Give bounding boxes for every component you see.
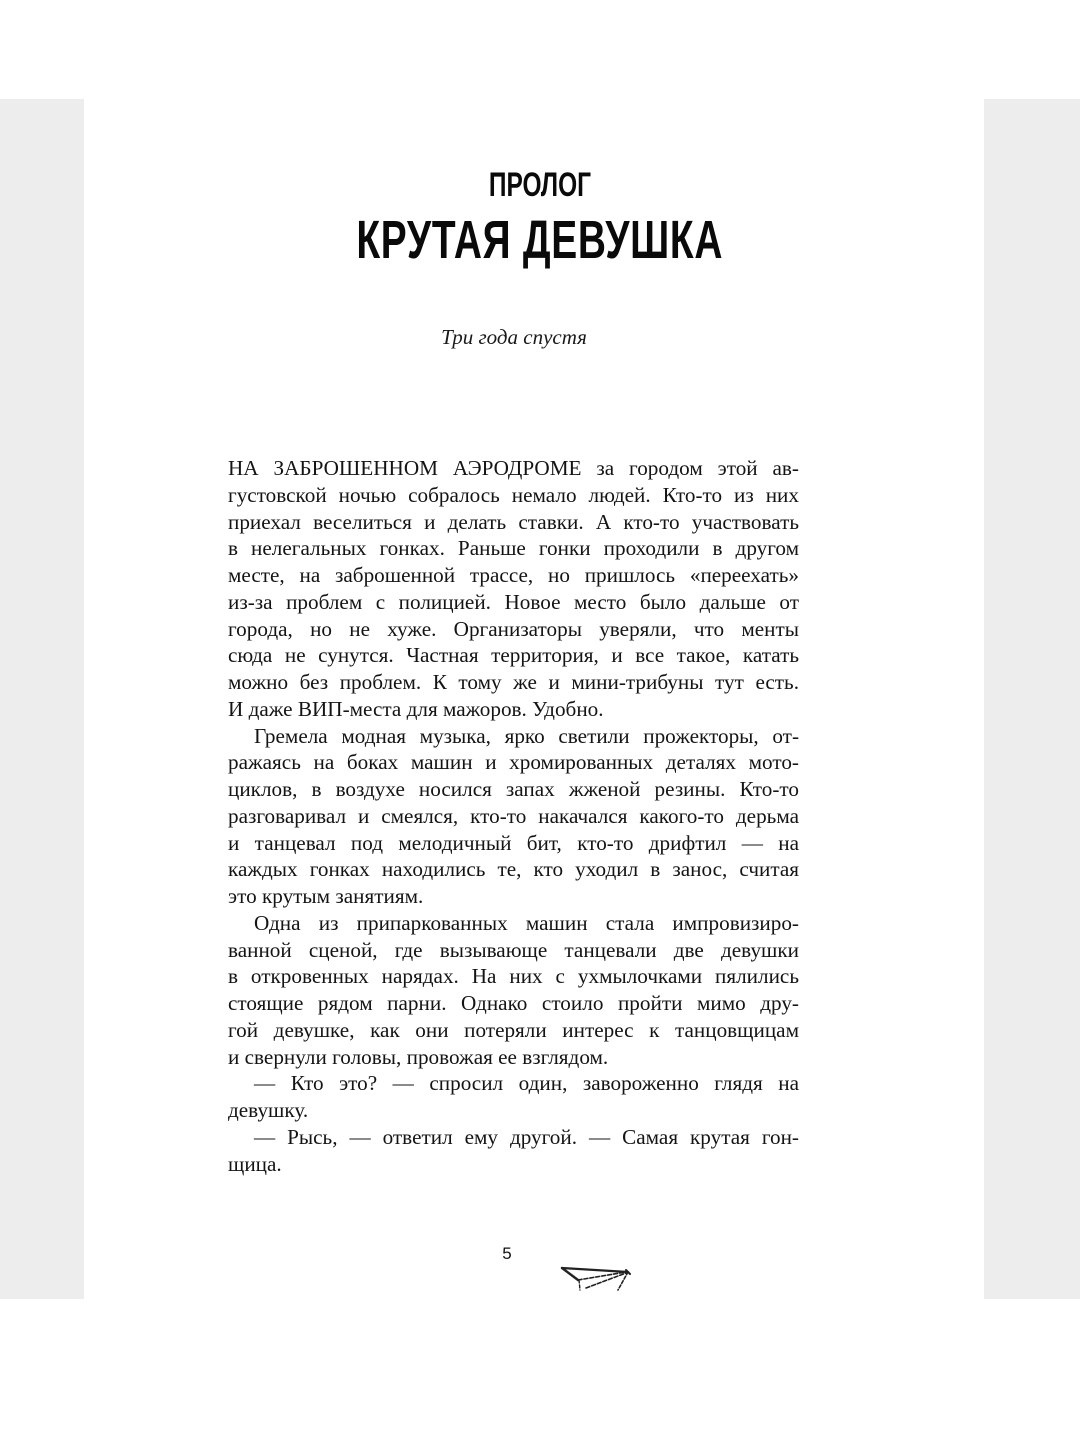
text-line: НА ЗАБРОШЕННОМ АЭРОДРОМЕ за городом этой ав- — [228, 456, 799, 480]
text-line: гой девушке, как они потеряли интерес к танцовщицам — [228, 1017, 799, 1042]
text-line: месте, на заброшенной трассе, но пришлось «переехать» — [228, 563, 799, 587]
text-line: стоящие рядом парни. Однако стоило пройти мимо дру- — [228, 991, 799, 1015]
chapter-title-text: КРУТАЯ ДЕВУШКА — [356, 210, 724, 270]
text-line: разговаривал и смеялся, кто-то накачался какого-то дерьма — [228, 803, 799, 828]
text-line: Одна из припаркованных машин стала импровизиро- — [254, 910, 799, 935]
text-line: каждых гонках находились те, кто уходил в занос, считая — [228, 857, 799, 882]
text-line: ванной сценой, где вызывающе танцевали две девушки — [228, 937, 799, 962]
text-line: в откровенных нарядах. На них с ухмылочками пялились — [228, 964, 799, 989]
text-line: из-за проблем с полицией. Новое место было дальше от — [228, 589, 799, 614]
text-line: сюда не сунутся. Частная территория, и все такое, катать — [228, 643, 799, 668]
epigraph: Три года спустя — [441, 325, 587, 349]
chapter-title — [0, 210, 1080, 270]
text-line: густовской ночью собралось немало людей. Кто-то из них — [228, 482, 799, 507]
right-surround — [984, 99, 1080, 1299]
plane-top-edge — [562, 1268, 628, 1272]
text-line: приехал веселиться и делать ставки. А кто-то участвовать — [228, 509, 799, 534]
text-line: города, но не хуже. Организаторы уверяли, что менты — [228, 616, 799, 641]
text-line: циклов, в воздухе носился запах жженой резины. Кто-то — [228, 777, 799, 801]
text-line: — Рысь, — ответил ему другой. — Самая крутая гон- — [254, 1124, 799, 1149]
bottom-margin — [0, 1299, 1080, 1440]
text-line: можно без проблем. К тому же и мини-трибуны тут есть. — [228, 670, 799, 694]
left-surround — [0, 99, 84, 1299]
text-line: И даже ВИП-места для мажоров. Удобно. — [228, 696, 604, 721]
text-line: в нелегальных гонках. Раньше гонки проходили в другом — [228, 536, 799, 561]
page-number: 5 — [502, 1244, 512, 1263]
paper-plane-icon — [560, 1260, 632, 1294]
plane-fold-1 — [578, 1272, 626, 1280]
text-line: Гремела модная музыка, ярко светили прожекторы, от- — [254, 723, 799, 748]
chapter-label-text: ПРОЛОГ — [488, 166, 592, 204]
text-line: и свернули головы, провожая ее взглядом. — [228, 1044, 609, 1069]
text-line: ражаясь на боках машин и хромированных деталях мото- — [228, 750, 799, 775]
text-line: щица. — [228, 1151, 282, 1176]
text-line: и танцевал под мелодичный бит, кто-то дрифтил — на — [228, 830, 799, 855]
text-line: это крутым занятиям. — [228, 884, 424, 908]
chapter-label — [0, 166, 1080, 204]
top-margin — [0, 0, 1080, 99]
plane-keel — [579, 1280, 580, 1290]
text-line: — Кто это? — спросил один, завороженно глядя на — [254, 1071, 799, 1096]
text-line: девушку. — [228, 1098, 309, 1122]
body-text — [228, 455, 799, 1177]
